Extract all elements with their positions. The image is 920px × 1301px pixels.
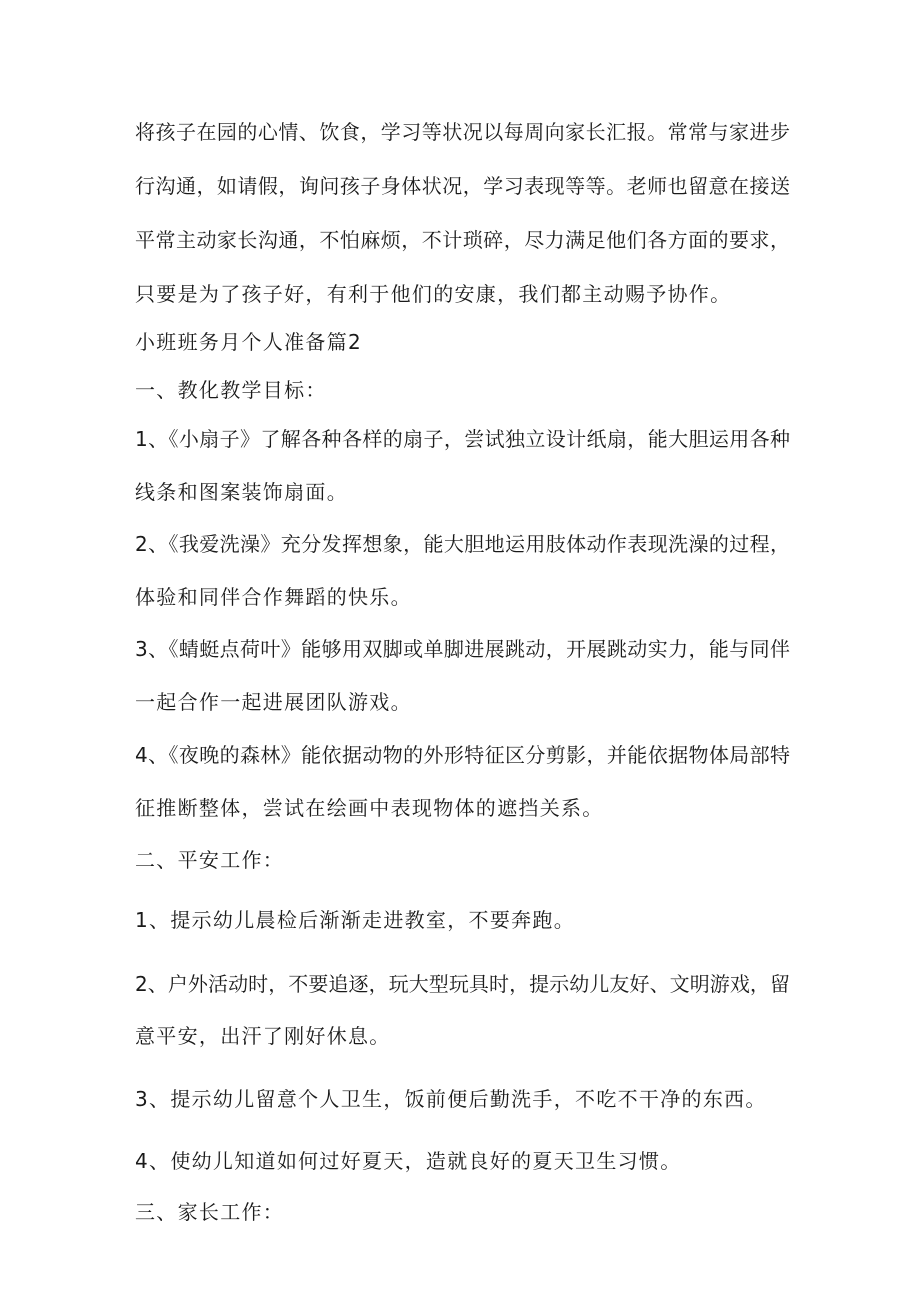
paragraph-line: 只要是为了孩子好，有利于他们的安康，我们都主动赐予协作。 (135, 282, 732, 306)
paragraph-line: 2、《我爱洗澡》充分发挥想象，能大胆地运用肢体动作表现洗澡的过程， (135, 532, 790, 556)
section-heading: 二、平安工作： (135, 848, 285, 872)
paragraph-line: 将孩子在园的心情、饮食，学习等状况以每周向家长汇报。常常与家进步 (135, 120, 790, 144)
section-heading: 一、教化教学目标： (135, 378, 327, 402)
paragraph-line: 征推断整体，尝试在绘画中表现物体的遮挡关系。 (135, 796, 604, 820)
list-item: 4、使幼儿知道如何过好夏天，造就良好的夏天卫生习惯。 (135, 1149, 682, 1173)
paragraph-line: 体验和同伴合作舞蹈的快乐。 (135, 585, 412, 609)
paragraph-line: 3、《蜻蜓点荷叶》能够用双脚或单脚进展跳动，开展跳动实力，能与同伴 (135, 637, 790, 661)
list-item-continued: 意平安，出汗了刚好休息。 (135, 1024, 391, 1048)
paragraph-line: 1、《小扇子》了解各种各样的扇子，尝试独立设计纸扇，能大胆运用各种 (135, 427, 790, 451)
list-item: 2、户外活动时，不要追逐，玩大型玩具时，提示幼儿友好、文明游戏，留 (135, 972, 790, 996)
paragraph-line: 线条和图案装饰扇面。 (135, 480, 348, 504)
section-heading: 三、家长工作： (135, 1200, 285, 1224)
paragraph-line: 平常主动家长沟通，不怕麻烦，不计琐碎，尽力满足他们各方面的要求， (135, 228, 790, 252)
list-item: 3、提示幼儿留意个人卫生，饭前便后勤洗手，不吃不干净的东西。 (135, 1087, 767, 1111)
section-heading: 小班班务月个人准备篇2 (135, 330, 363, 354)
paragraph-line: 4、《夜晚的森林》能依据动物的外形特征区分剪影，并能依据物体局部特 (135, 743, 790, 767)
list-item: 1、提示幼儿晨检后渐渐走进教室，不要奔跑。 (135, 908, 576, 932)
paragraph-line: 行沟通，如请假，询问孩子身体状况，学习表现等等。老师也留意在接送 (135, 174, 790, 198)
paragraph-line: 一起合作一起进展团队游戏。 (135, 690, 412, 714)
